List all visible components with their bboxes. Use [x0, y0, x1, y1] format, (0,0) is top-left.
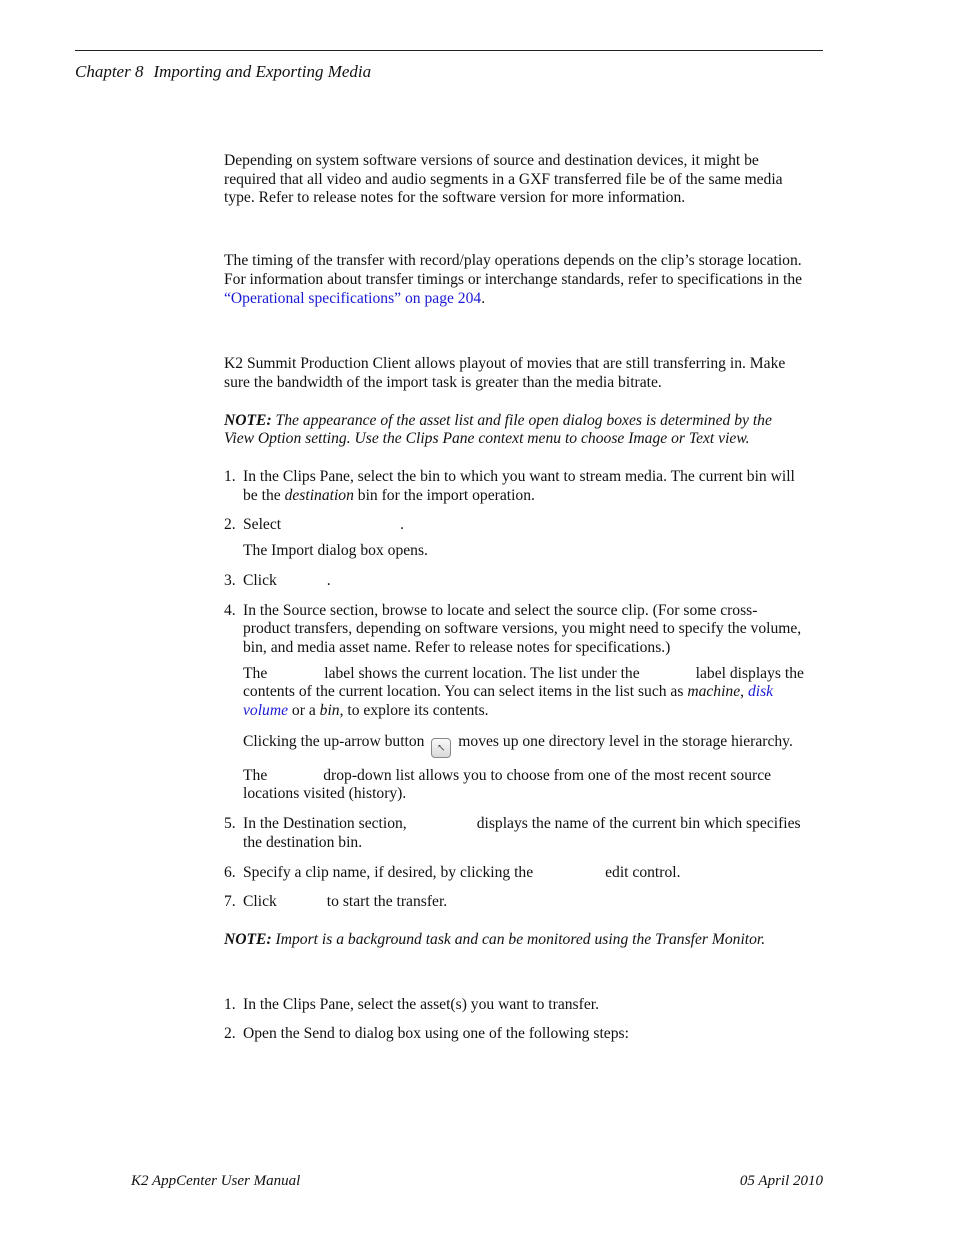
- step-number: 4.: [224, 601, 236, 619]
- step-text: In the Clips Pane, select the bin to which you want to stream media. The current bin will be the: [243, 468, 795, 504]
- step-text: Specify a clip name, if desired, by clicking the: [243, 863, 534, 881]
- note-text: The appearance of the asset list and file open dialog boxes is determined by the View Option setting. Use the Clips Pane context menu to choose Image or Text view.: [224, 411, 772, 448]
- step-text: Click: [243, 571, 277, 589]
- paragraph-gxf-media-type: Depending on system software versions of source and destination devices, it might be required that all video and audio segments in a GXF transferred file be of the same media type. Refer to release notes for the software version for more information.: [224, 152, 783, 207]
- step-number: 1.: [224, 995, 236, 1013]
- step-text-end: displays the name of the current bin which specifies the destination bin.: [243, 815, 801, 851]
- paragraph-playout: K2 Summit Production Client allows playout of movies that are still transferring in. Make sure the bandwidth of the import task is greater than the media bitrate.: [224, 355, 786, 391]
- note-view-option: [224, 412, 804, 449]
- list-item: [224, 1025, 804, 1044]
- chapter-label: Chapter 8: [75, 62, 144, 81]
- step-text-end: .: [326, 571, 331, 589]
- up-arrow-icon: ↖: [431, 738, 451, 758]
- note-text: Import is a background task and can be monitored using the Transfer Monitor.: [271, 930, 766, 948]
- chapter-header: [75, 62, 371, 82]
- step-text: Click: [243, 893, 277, 911]
- step-detail-location: The label shows the current location. The list under the label displays the contents of the current location. You can select items in the list such as machine, disk volume or a bin, to explore its contents.: [243, 664, 804, 720]
- step-text-end: to start the transfer.: [326, 893, 448, 911]
- term-bin: bin: [319, 702, 340, 720]
- list-item: [224, 864, 804, 883]
- note-label: NOTE:: [224, 411, 272, 429]
- step-number: 3.: [224, 571, 236, 589]
- export-steps: [224, 996, 804, 1044]
- list-item: [224, 572, 804, 591]
- step-text: In the Clips Pane, select the asset(s) you want to transfer.: [243, 995, 599, 1013]
- step-detail-history: The drop-down list allows you to choose from one of the most recent source locations visited (history).: [243, 766, 772, 803]
- paragraph-transfer-timing: [224, 252, 804, 308]
- list-item: [224, 468, 804, 505]
- step-text: Select: [243, 516, 282, 534]
- list-item: [224, 893, 804, 912]
- step-emphasis: destination: [284, 486, 354, 504]
- step-result: The Import dialog box opens.: [243, 542, 428, 560]
- step-detail-up-arrow: Clicking the up-arrow button ↖ moves up one directory level in the storage hierarchy.: [243, 733, 804, 758]
- step-text-end: bin for the import operation.: [353, 486, 535, 504]
- step-number: 2.: [224, 1025, 236, 1043]
- disk-volume-link[interactable]: disk volume: [243, 683, 774, 720]
- step-text-end: .: [400, 516, 405, 534]
- import-steps: [224, 468, 804, 912]
- operational-specifications-link[interactable]: “Operational specifications” on page 204: [224, 289, 482, 307]
- footer-manual-title: K2 AppCenter User Manual: [131, 1173, 301, 1189]
- list-item: [224, 996, 804, 1015]
- step-number: 1.: [224, 468, 236, 486]
- header-rule: [75, 50, 823, 51]
- page-content: [224, 152, 804, 1044]
- step-text-end: edit control.: [605, 863, 681, 881]
- step-text: In the Destination section,: [243, 815, 407, 833]
- step-number: 7.: [224, 893, 236, 911]
- timing-end: .: [481, 289, 486, 307]
- note-background-task: [224, 931, 804, 950]
- step-text: Open the Send to dialog box using one of the following steps:: [243, 1025, 629, 1043]
- step-number: 5.: [224, 815, 236, 833]
- timing-text: The timing of the transfer with record/play operations depends on the clip’s storage location. For information about transfer timings or interchange standards, refer to specifications in the: [224, 252, 803, 288]
- list-item: [224, 602, 804, 805]
- step-text: In the Source section, browse to locate and select the source clip. (For some cross-product transfers, depending on software versions, you might need to specify the volume, bin, and media asset name. Refer to release notes for specifications.): [243, 601, 802, 656]
- list-item: [224, 815, 804, 852]
- chapter-title: Importing and Exporting Media: [153, 62, 372, 81]
- step-number: 6.: [224, 863, 236, 881]
- list-item: [224, 516, 804, 560]
- step-number: 2.: [224, 516, 236, 534]
- term-machine: machine: [687, 683, 741, 701]
- footer-date: 05 April 2010: [739, 1173, 823, 1189]
- note-label: NOTE:: [224, 930, 272, 948]
